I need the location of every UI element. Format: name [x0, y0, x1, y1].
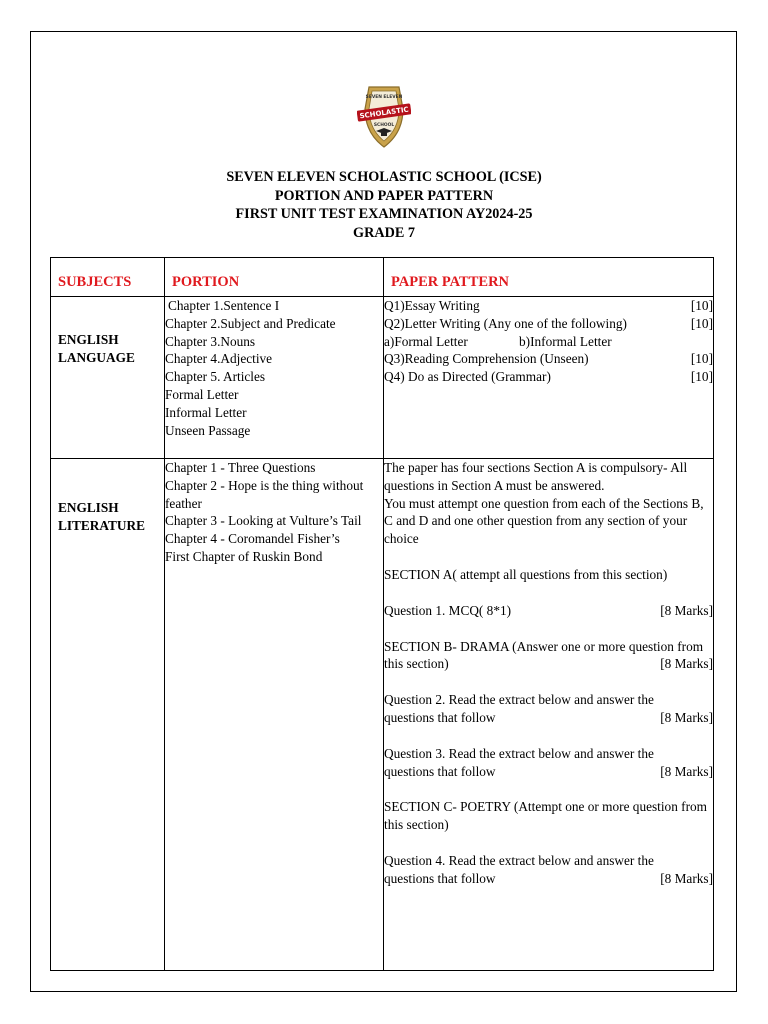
list-item: Chapter 5. Articles — [165, 369, 266, 385]
list-item: Formal Letter — [165, 386, 239, 402]
marks: [10] — [690, 351, 713, 367]
school-name: SEVEN ELEVEN SCHOLASTIC SCHOOL (ICSE) — [226, 169, 542, 185]
list-item: Chapter 2 - Hope is the thing without feather — [165, 477, 364, 511]
pattern-english-language — [384, 297, 714, 459]
table-row-english-language — [51, 297, 714, 459]
question-3: Question 3. Read the extract below and answer the questions that follow [8 Marks] — [384, 745, 713, 779]
portion-title: PORTION AND PAPER PATTERN — [274, 187, 494, 204]
table-row-english-literature — [51, 459, 714, 971]
intro-text: You must attempt one question from each of the Sections B, C and D and one other question from any section of your choice — [384, 495, 704, 547]
list-item: Chapter 2.Subject and Predicate — [165, 315, 336, 331]
grade-title: GRADE 7 — [353, 224, 415, 241]
question-2: Question 2. Read the extract below and answer the questions that follow [8 Marks] — [384, 692, 713, 725]
marks: [8 Marks] — [660, 602, 713, 618]
svg-text:SEVEN ELEVEN: SEVEN ELEVEN — [365, 95, 403, 100]
list-item: Q1)Essay Writing [10] — [384, 298, 713, 313]
school-logo — [357, 83, 411, 151]
list-item: Chapter 4.Adjective — [165, 351, 273, 367]
list-item: Chapter 3.Nouns — [165, 333, 256, 349]
list-item: Chapter 1 - Three Questions — [165, 460, 316, 475]
portion-english-language — [165, 297, 384, 459]
header-portion: PORTION — [165, 258, 384, 297]
svg-text:SCHOOL: SCHOOL — [373, 123, 395, 128]
subject-english-language: ENGLISH LANGUAGE — [51, 297, 165, 459]
list-item: Unseen Passage — [165, 422, 251, 438]
exam-table — [50, 257, 714, 971]
exam-title: FIRST UNIT TEST EXAMINATION AY2024-25 — [235, 206, 533, 222]
list-item: Chapter 1.Sentence I — [168, 298, 280, 313]
marks: [8 Marks] — [660, 709, 713, 725]
header-subjects: SUBJECTS — [51, 258, 165, 297]
list-item: Q4) Do as Directed (Grammar) [10] — [384, 369, 713, 385]
svg-text:SCHOLASTIC: SCHOLASTIC — [359, 105, 410, 121]
table-header-row — [51, 258, 714, 297]
subject-english-literature: ENGLISH LITERATURE — [51, 459, 165, 971]
marks: [10] — [690, 369, 713, 385]
portion-english-literature — [165, 459, 384, 971]
section-c-heading: SECTION C- POETRY (Attempt one or more question from this section) — [384, 799, 708, 833]
marks: [8 Marks] — [660, 763, 713, 779]
list-item: Q2)Letter Writing (Any one of the following) [10] — [384, 315, 713, 331]
intro-text: The paper has four sections Section A is compulsory- All questions in Section A must be answered. — [384, 460, 688, 493]
list-item: Informal Letter — [165, 404, 247, 420]
section-b-heading: SECTION B- DRAMA (Answer one or more question from this section) [8 Marks] — [384, 638, 713, 672]
marks: [10] — [690, 315, 713, 331]
question-1: Question 1. MCQ( 8*1) [8 Marks] — [384, 602, 713, 618]
pattern-english-literature — [384, 459, 714, 971]
list-item: First Chapter of Ruskin Bond — [165, 548, 323, 564]
marks: [10] — [690, 298, 713, 313]
document-title — [0, 168, 768, 242]
list-item: Chapter 4 - Coromandel Fisher’s — [165, 531, 340, 547]
header-paper-pattern: PAPER PATTERN — [384, 258, 714, 297]
school-crest-icon — [357, 83, 411, 151]
list-item: Chapter 3 - Looking at Vulture’s Tail — [165, 513, 362, 529]
marks: [8 Marks] — [660, 656, 713, 672]
list-item: Q3)Reading Comprehension (Unseen) [10] — [384, 351, 713, 367]
question-4: Question 4. Read the extract below and answer the questions that follow [8 Marks] — [384, 852, 713, 886]
list-item: a)Formal Letter b)Informal Letter — [384, 333, 612, 349]
marks: [8 Marks] — [660, 870, 713, 886]
section-a-heading: SECTION A( attempt all questions from this section) — [384, 566, 668, 582]
